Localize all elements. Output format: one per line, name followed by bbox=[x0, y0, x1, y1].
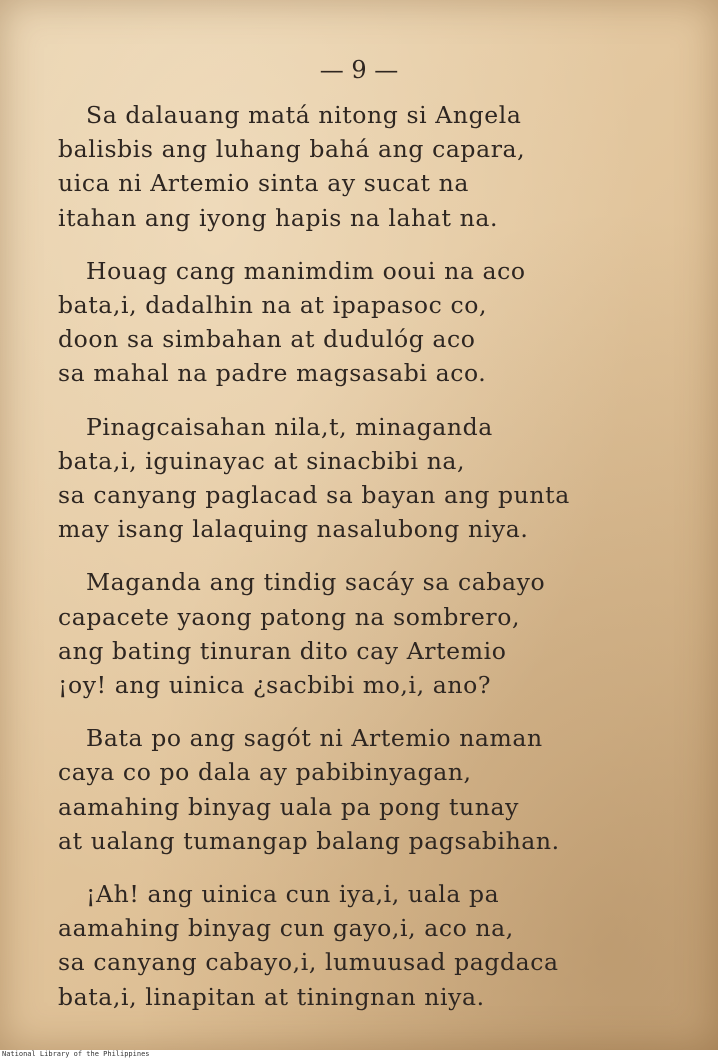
poem-line: itahan ang iyong hapis na lahat na. bbox=[58, 203, 499, 232]
page-number: — 9 — bbox=[319, 56, 399, 84]
poem-line: bata,i, linapitan at tiningnan niya. bbox=[58, 982, 485, 1011]
poem-line: ¡Ah! ang uinica cun iya,i, uala pa bbox=[86, 880, 500, 909]
stanza bbox=[58, 98, 638, 235]
poem-line: capacete yaong patong na sombrero, bbox=[58, 602, 521, 631]
poem-line: ang bating tinuran dito cay Artemio bbox=[58, 636, 507, 665]
poem-line: Pinagcaisahan nila,t, minaganda bbox=[86, 412, 493, 441]
stanza bbox=[58, 254, 638, 391]
poem-line: Maganda ang tindig sacáy sa cabayo bbox=[86, 568, 546, 597]
poem-line: caya co po dala ay pabibinyagan, bbox=[58, 758, 472, 787]
poem-text bbox=[58, 98, 638, 1033]
library-credit: National Library of the Philippines bbox=[2, 1050, 150, 1058]
poem-line: balisbis ang luhang bahá ang capara, bbox=[58, 135, 526, 164]
poem-line: bata,i, iguinayac at sinacbibi na, bbox=[58, 446, 466, 475]
poem-line: Sa dalauang matá nitong si Angela bbox=[86, 101, 522, 129]
poem-line: sa canyang paglacad sa bayan ang punta bbox=[58, 481, 570, 510]
stanza bbox=[58, 410, 638, 547]
stanza bbox=[58, 721, 638, 858]
poem-line: may isang lalaquing nasalubong niya. bbox=[58, 515, 529, 544]
poem-line: Houag cang manimdim ooui na aco bbox=[86, 256, 526, 285]
poem-line: sa canyang cabayo,i, lumuusad pagdaca bbox=[58, 948, 559, 977]
poem-line: bata,i, dadalhin na at ipapasoc co, bbox=[58, 291, 488, 320]
poem-line: ¡oy! ang uinica ¿sacbibi mo,i, ano? bbox=[58, 671, 492, 700]
stanza bbox=[58, 565, 638, 702]
poem-line: sa mahal na padre magsasabi aco. bbox=[58, 359, 487, 388]
poem-line: Bata po ang sagót ni Artemio naman bbox=[86, 724, 543, 753]
stanza bbox=[58, 877, 638, 1014]
poem-line: aamahing binyag cun gayo,i, aco na, bbox=[58, 914, 514, 943]
poem-line: uica ni Artemio sinta ay sucat na bbox=[58, 169, 470, 198]
poem-line: aamahing binyag uala pa pong tunay bbox=[58, 792, 520, 821]
poem-line: doon sa simbahan at dudulóg aco bbox=[58, 325, 476, 354]
poem-line: at ualang tumangap balang pagsabihan. bbox=[58, 826, 560, 855]
